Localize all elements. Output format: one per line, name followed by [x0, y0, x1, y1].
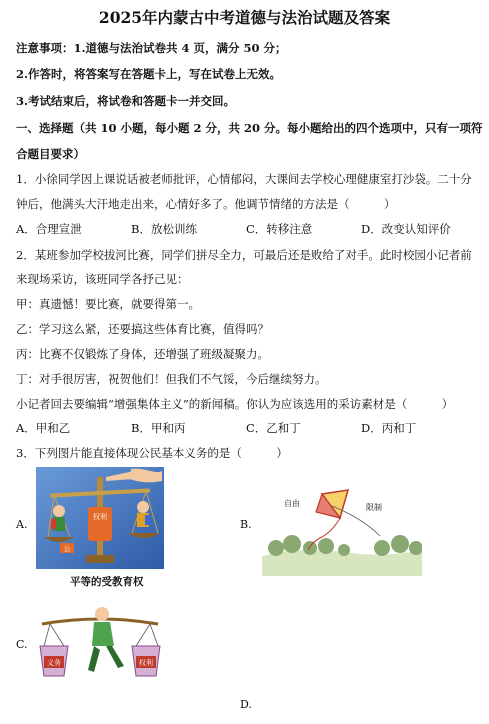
- q3-label-d: D.: [240, 698, 252, 711]
- q2-stem: 2．某班参加学校拔河比赛，同学们拼尽全力，可最后还是败给了对手。此时校园小记者前: [16, 248, 472, 262]
- scale-right-plaque-text: 权利: [93, 513, 107, 521]
- section1-heading: 一、选择题（共 10 小题，每小题 2 分，共 20 分。每小题给出的四个选项中，只有一项符: [16, 121, 483, 135]
- q3-label-a: A.: [16, 518, 28, 531]
- q1-option-b: B．放松训练: [131, 222, 197, 236]
- q2-stem-cont: 来现场采访，该班同学各抒己见：: [16, 272, 189, 286]
- kite-freedom-illustration: [262, 478, 422, 576]
- notice-3: 3.考试结束后，将试卷和答题卡一并交回。: [16, 94, 236, 108]
- q2-options: [16, 420, 476, 436]
- notice-2: 2.作答时，将答案写在答题卡上，写在试卷上无效。: [16, 67, 282, 81]
- q2-option-d: D．丙和丁: [361, 421, 417, 435]
- page-title: 2025年内蒙古中考道德与法治试题及答案: [98, 8, 391, 27]
- notice-1: 注意事项：1.道德与法治试卷共 4 页，满分 50 分；: [16, 41, 287, 55]
- basket-left-text: 义务: [47, 659, 61, 667]
- q3-stem: 3．下列图片能直接体现公民基本义务的是（ ）: [16, 446, 288, 460]
- kite-limit-text: 限制: [366, 503, 382, 512]
- q3-label-b: B.: [240, 518, 252, 531]
- q2-option-c: C．乙和丁: [246, 421, 301, 435]
- basket-right-text: 权利: [139, 659, 153, 667]
- scale-justice-illustration: [36, 467, 164, 569]
- carrying-pole-illustration: [36, 600, 164, 692]
- q2-option-a: A．甲和乙: [16, 421, 71, 435]
- q1-option-a: A．合理宣泄: [16, 222, 82, 236]
- kite-freedom-text: 自由: [284, 499, 300, 508]
- q1-option-d: D．改变认知评价: [361, 222, 451, 236]
- q2-jia: 甲：真遗憾！要比赛，就要得第一。: [16, 297, 200, 311]
- q2-option-b: B．甲和丙: [131, 421, 186, 435]
- q2-ding: 丁：对手很厉害，祝贺他们！但我们不气馁，今后继续努力。: [16, 372, 327, 386]
- q2-question: 小记者回去要编辑“增强集体主义”的新闻稿。你认为应该选用的采访素材是（ ）: [16, 397, 454, 411]
- q1-stem-cont: 钟后，他满头大汗地走出来，心情好多了。他调节情绪的方法是（ ）: [16, 197, 396, 211]
- q1-stem: 1．小徐同学因上课说话被老师批评，心情郁闷，大课间去学校心理健康室打沙袋。二十分: [16, 172, 472, 186]
- q1-option-c: C．转移注意: [246, 222, 313, 236]
- scale-left-plaque-text: 公: [63, 545, 71, 553]
- section1-heading-cont: 合题目要求）: [16, 147, 85, 161]
- q2-yi: 乙：学习这么紧，还要搞这些体育比赛，值得吗？: [16, 322, 269, 336]
- q3-image-a-caption: 平等的受教育权: [70, 576, 144, 588]
- q2-bing: 丙：比赛不仅锻炼了身体，还增强了班级凝聚力。: [16, 347, 269, 361]
- q1-options: [16, 221, 476, 237]
- q3-label-c: C.: [16, 638, 28, 651]
